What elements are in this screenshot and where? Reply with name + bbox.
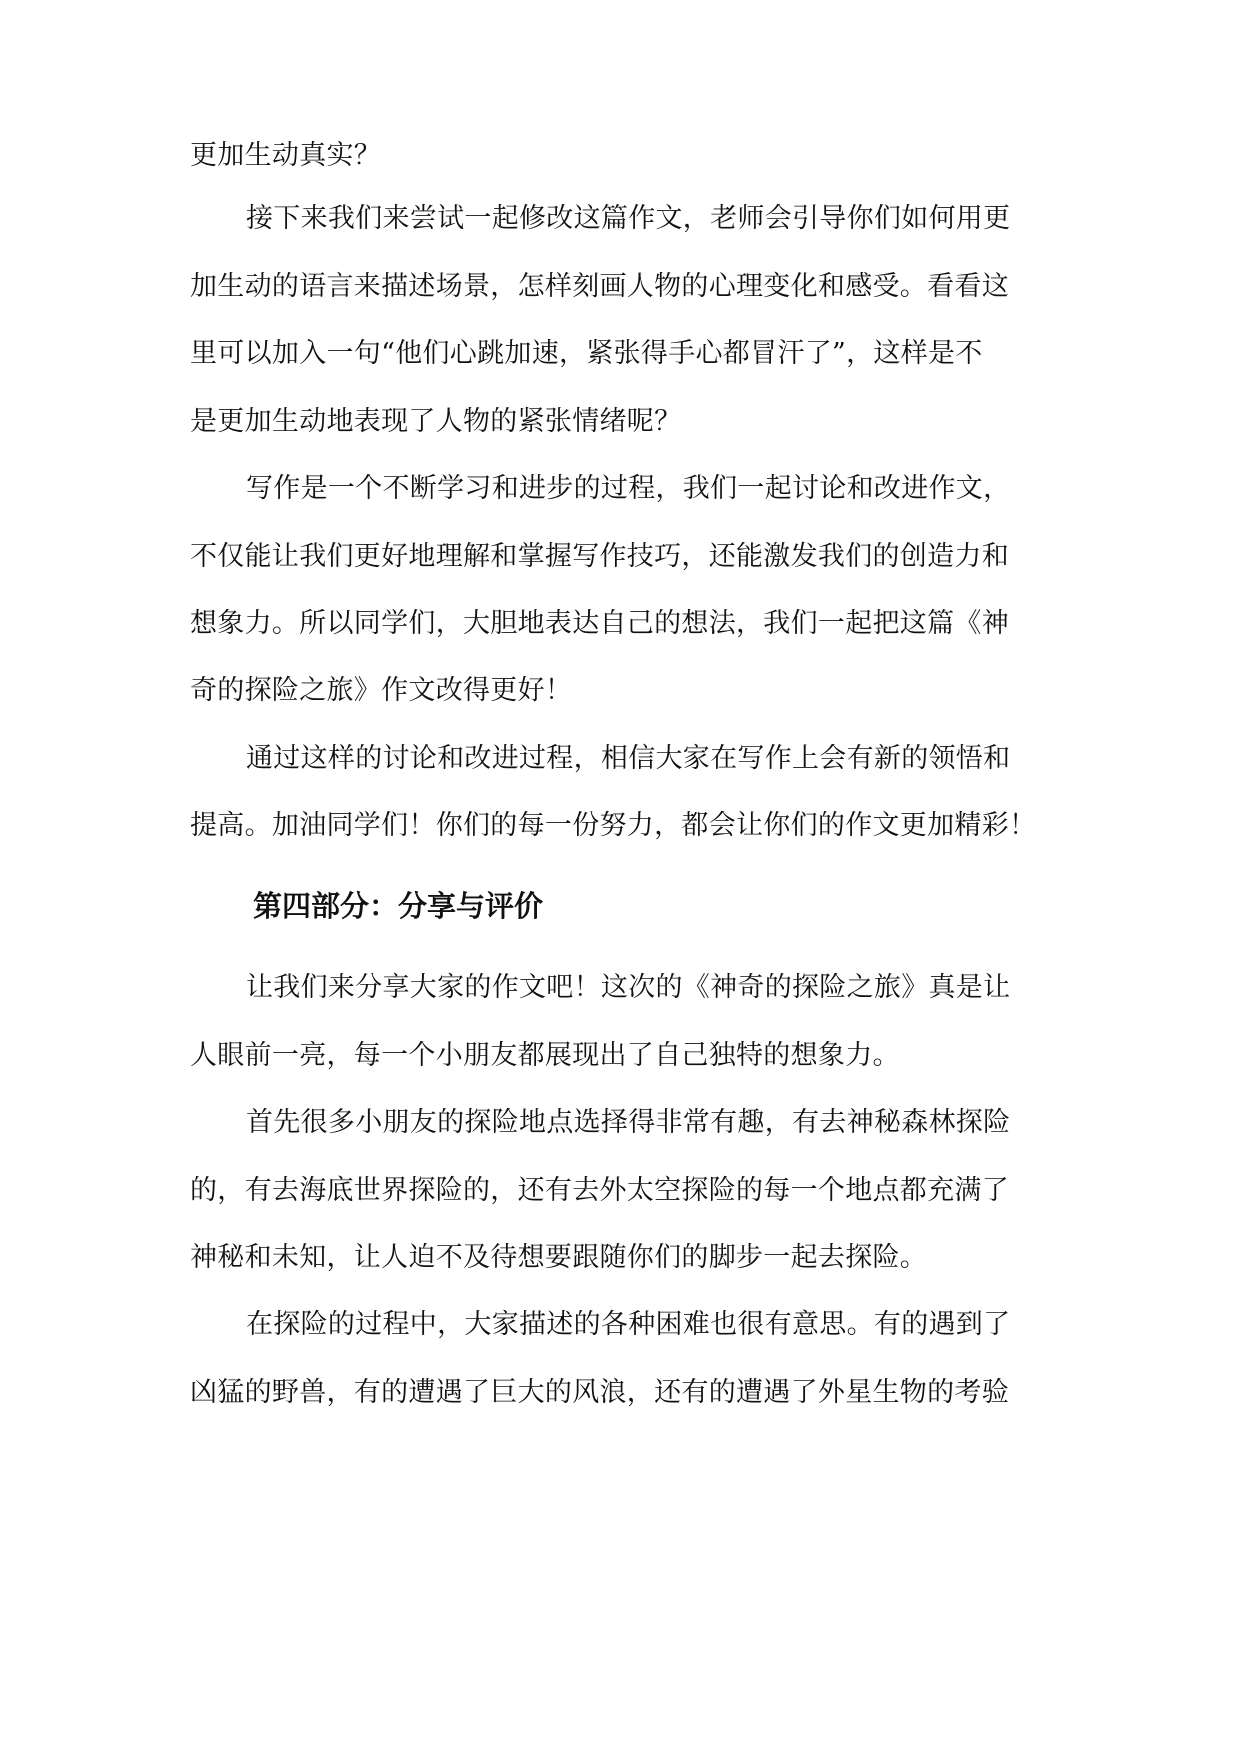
paragraph-line: 里可以加入一句“他们心跳加速，紧张得手心都冒汗了”，这样是不: [190, 338, 983, 369]
paragraph-line: 不仅能让我们更好地理解和掌握写作技巧，还能激发我们的创造力和: [190, 541, 1009, 572]
paragraph-line: 想象力。所以同学们，大胆地表达自己的想法，我们一起把这篇《神: [190, 608, 1009, 639]
paragraph-line: 提高。加油同学们！你们的每一份努力，都会让你们的作文更加精彩！: [190, 810, 1037, 841]
section-heading: 第四部分：分享与评价: [253, 889, 544, 923]
paragraph-line: 是更加生动地表现了人物的紧张情绪呢？: [190, 406, 682, 437]
paragraph-line: 加生动的语言来描述场景，怎样刻画人物的心理变化和感受。看看这: [190, 271, 1009, 302]
paragraph-line: 接下来我们来尝试一起修改这篇作文，老师会引导你们如何用更: [246, 203, 1011, 234]
paragraph-line: 更加生动真实？: [190, 140, 382, 171]
paragraph-line: 奇的探险之旅》作文改得更好！: [190, 675, 573, 706]
paragraph-line: 首先很多小朋友的探险地点选择得非常有趣，有去神秘森林探险: [246, 1107, 1011, 1138]
paragraph-line: 人眼前一亮，每一个小朋友都展现出了自己独特的想象力。: [190, 1040, 900, 1071]
paragraph-line: 在探险的过程中，大家描述的各种困难也很有意思。有的遇到了: [246, 1309, 1011, 1340]
paragraph-line: 通过这样的讨论和改进过程，相信大家在写作上会有新的领悟和: [246, 743, 1011, 774]
paragraph-line: 的，有去海底世界探险的，还有去外太空探险的每一个地点都充满了: [190, 1175, 1009, 1206]
paragraph-line: 神秘和未知，让人迫不及待想要跟随你们的脚步一起去探险。: [190, 1242, 928, 1273]
paragraph-line: 让我们来分享大家的作文吧！这次的《神奇的探险之旅》真是让: [246, 972, 1011, 1003]
paragraph-line: 写作是一个不断学习和进步的过程，我们一起讨论和改进作文，: [246, 473, 1011, 504]
paragraph-line: 凶猛的野兽，有的遭遇了巨大的风浪，还有的遭遇了外星生物的考验: [190, 1377, 1009, 1408]
